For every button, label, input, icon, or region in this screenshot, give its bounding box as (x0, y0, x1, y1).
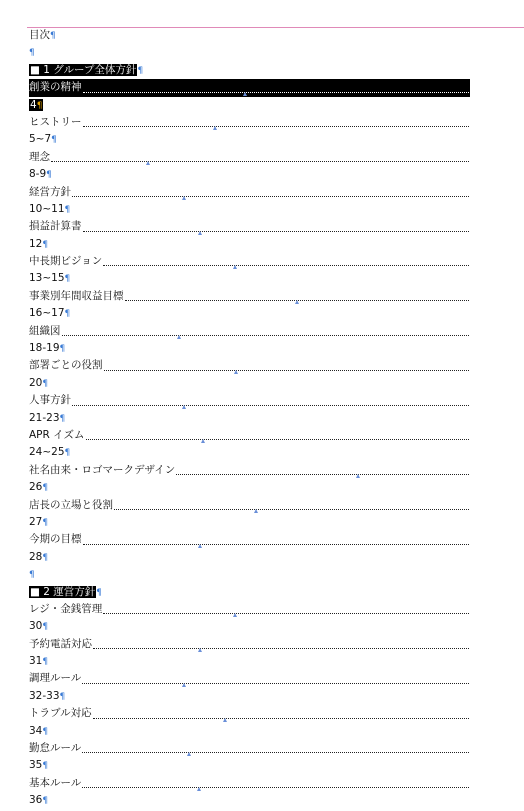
toc-entry[interactable] (29, 149, 470, 166)
dot-leader (82, 777, 469, 788)
dot-leader (103, 255, 469, 266)
page-number: 4¶ (30, 98, 43, 111)
tab-mark-icon (213, 126, 217, 130)
toc-entry-pages[interactable] (29, 166, 470, 183)
toc-entry[interactable] (29, 114, 470, 131)
dot-leader (83, 534, 470, 545)
toc-entry[interactable] (29, 601, 470, 618)
toc-entry[interactable] (29, 670, 470, 687)
toc-entry[interactable] (29, 462, 470, 479)
toc-entry-title: 組織図 (29, 324, 61, 337)
pilcrow-mark: ¶ (42, 761, 49, 772)
tab-mark-icon (233, 265, 237, 269)
dot-leader (104, 360, 470, 371)
toc-entry-title: 事業別年間収益目標 (29, 289, 124, 302)
toc-entry-title: 社名由来・ロゴマークデザイン (29, 463, 176, 476)
toc-entry-pages[interactable] (29, 236, 470, 253)
page-number: 21-23 (29, 411, 60, 424)
dot-leader (51, 151, 469, 162)
toc-entry[interactable] (29, 357, 470, 374)
pilcrow-mark: ¶ (59, 691, 66, 702)
page-number: 13~15 (29, 272, 65, 285)
toc-entry[interactable] (29, 253, 470, 270)
tab-mark-icon (198, 544, 202, 548)
toc-entry-pages[interactable] (29, 479, 470, 496)
section-heading-text: ■ 2 運営方針 (30, 585, 96, 598)
toc-entry-title: 中長期ビジョン (29, 255, 103, 268)
toc-entry-title: APR イズム (29, 428, 85, 441)
toc-entry-pages[interactable] (29, 653, 470, 670)
dot-leader (72, 186, 469, 197)
dot-leader (176, 464, 469, 475)
section-heading-text: ■ 1 グループ全体方針 (30, 63, 137, 76)
document-body[interactable] (29, 27, 470, 810)
tab-mark-icon (146, 161, 150, 165)
pilcrow-mark: ¶ (137, 65, 144, 76)
toc-title-text: 目次 (29, 29, 50, 41)
dot-leader (86, 429, 469, 440)
toc-entry-title: 店長の立場と役割 (29, 498, 113, 511)
dot-leader (93, 708, 469, 719)
tab-mark-icon (201, 439, 205, 443)
page-number: 36 (29, 794, 43, 807)
toc-entry-pages[interactable] (29, 723, 470, 740)
toc-entry-pages[interactable] (29, 757, 470, 774)
tab-mark-icon (254, 509, 258, 513)
toc-entry-pages[interactable] (29, 444, 470, 461)
tab-mark-icon (177, 335, 181, 339)
page-number: 8-9 (29, 168, 47, 181)
pilcrow-mark: ¶ (42, 726, 49, 737)
toc-entry-title: ヒストリー (29, 115, 82, 128)
toc-entry[interactable] (29, 497, 470, 514)
pilcrow-mark: ¶ (64, 309, 71, 320)
section-heading[interactable] (29, 584, 470, 601)
tab-mark-icon (233, 613, 237, 617)
page-number: 34 (29, 724, 43, 737)
toc-entry-pages[interactable] (29, 688, 470, 705)
toc-title[interactable] (29, 27, 470, 44)
toc-entry-title: 基本ルール (29, 776, 82, 789)
pilcrow-mark: ¶ (42, 622, 49, 633)
toc-entry-pages[interactable] (29, 270, 470, 287)
toc-entry-pages[interactable] (29, 375, 470, 392)
toc-entry-pages[interactable] (29, 410, 470, 427)
toc-entry[interactable] (29, 705, 470, 722)
pilcrow-mark: ¶ (64, 448, 71, 459)
toc-entry-pages[interactable] (29, 514, 470, 531)
tab-mark-icon (182, 405, 186, 409)
dot-leader (93, 638, 469, 649)
pilcrow-mark: ¶ (42, 796, 49, 807)
toc-entry-title: 損益計算書 (29, 220, 82, 233)
page-number: 20 (29, 376, 43, 389)
toc-entry-pages[interactable] (29, 549, 470, 566)
tab-mark-icon (243, 92, 247, 96)
toc-entry-pages[interactable] (29, 618, 470, 635)
section-heading[interactable] (29, 62, 470, 79)
toc-entry-pages[interactable] (29, 201, 470, 218)
toc-entry-pages[interactable] (29, 305, 470, 322)
pilcrow-mark: ¶ (59, 413, 66, 424)
tab-mark-icon (223, 718, 227, 722)
pilcrow-mark: ¶ (42, 552, 49, 563)
tab-mark-icon (198, 648, 202, 652)
tab-mark-icon (234, 370, 238, 374)
tab-mark-icon (197, 787, 201, 791)
pilcrow-mark: ¶ (29, 570, 35, 581)
tab-mark-icon (182, 196, 186, 200)
tab-mark-icon (198, 231, 202, 235)
pilcrow-mark: ¶ (64, 274, 71, 285)
pilcrow-mark: ¶ (96, 587, 103, 598)
dot-leader (83, 116, 470, 127)
toc-list (29, 62, 470, 810)
pilcrow-mark: ¶ (42, 483, 49, 494)
toc-entry[interactable] (29, 323, 470, 340)
empty-paragraph[interactable] (29, 566, 470, 583)
dot-leader (62, 325, 470, 336)
dot-leader (83, 82, 470, 93)
toc-entry[interactable] (29, 775, 470, 792)
toc-entry-title: 予約電話対応 (29, 637, 92, 650)
pilcrow-mark: ¶ (64, 204, 71, 215)
toc-entry[interactable] (29, 392, 470, 409)
tab-mark-icon (187, 752, 191, 756)
toc-entry[interactable] (29, 740, 470, 757)
toc-entry-title: 人事方針 (29, 394, 71, 407)
toc-entry[interactable] (29, 636, 470, 653)
page-number: 12 (29, 237, 43, 250)
toc-entry-title: トラブル対応 (29, 707, 92, 720)
page-number: 32-33 (29, 689, 60, 702)
page-number: 26 (29, 481, 43, 494)
dot-leader (82, 742, 469, 753)
toc-entry-pages[interactable] (29, 131, 470, 148)
empty-paragraph[interactable] (29, 44, 470, 61)
pilcrow-mark: ¶ (29, 48, 35, 59)
dot-leader (114, 499, 469, 510)
toc-entry-title: 理念 (29, 150, 50, 163)
page-number: 28 (29, 550, 43, 563)
toc-entry[interactable] (29, 531, 470, 548)
pilcrow-mark: ¶ (42, 657, 49, 668)
dot-leader (82, 673, 469, 684)
pilcrow-mark: ¶ (50, 31, 56, 41)
page-number: 24~25 (29, 446, 65, 459)
page-number: 18-19 (29, 342, 60, 355)
tab-mark-icon (182, 683, 186, 687)
pilcrow-mark: ¶ (59, 344, 66, 355)
tab-mark-icon (356, 474, 360, 478)
page-number: 31 (29, 655, 43, 668)
page-number: 5~7 (29, 133, 52, 146)
tab-mark-icon (295, 300, 299, 304)
dot-leader (103, 603, 469, 614)
page-number: 35 (29, 759, 43, 772)
pilcrow-mark: ¶ (42, 378, 49, 389)
pilcrow-mark: ¶ (51, 135, 57, 146)
toc-entry-title: 部署ごとの役割 (29, 359, 103, 372)
toc-entry-pages[interactable] (29, 97, 470, 114)
toc-entry[interactable] (29, 218, 470, 235)
pilcrow-mark: ¶ (42, 517, 49, 528)
toc-entry-title: 今期の目標 (29, 533, 82, 546)
toc-entry-title: 調理ルール (29, 672, 82, 685)
pilcrow-mark: ¶ (46, 170, 52, 181)
toc-entry-title: レジ・金銭管理 (29, 602, 103, 615)
toc-entry[interactable] (29, 79, 470, 96)
pilcrow-mark: ¶ (36, 100, 43, 111)
toc-entry-title: 創業の精神 (29, 81, 82, 94)
page-number: 10~11 (29, 202, 65, 215)
dot-leader (72, 395, 469, 406)
page-number: 30 (29, 620, 43, 633)
toc-entry[interactable] (29, 288, 470, 305)
toc-entry[interactable] (29, 184, 470, 201)
dot-leader (125, 290, 470, 301)
pilcrow-mark: ¶ (42, 239, 49, 250)
toc-entry-title: 勤怠ルール (29, 742, 82, 754)
page-number: 16~17 (29, 307, 65, 320)
toc-entry-pages[interactable] (29, 340, 470, 357)
toc-entry[interactable] (29, 427, 470, 444)
dot-leader (83, 221, 470, 232)
toc-entry-title: 経営方針 (29, 185, 71, 198)
page-number: 27 (29, 515, 43, 528)
